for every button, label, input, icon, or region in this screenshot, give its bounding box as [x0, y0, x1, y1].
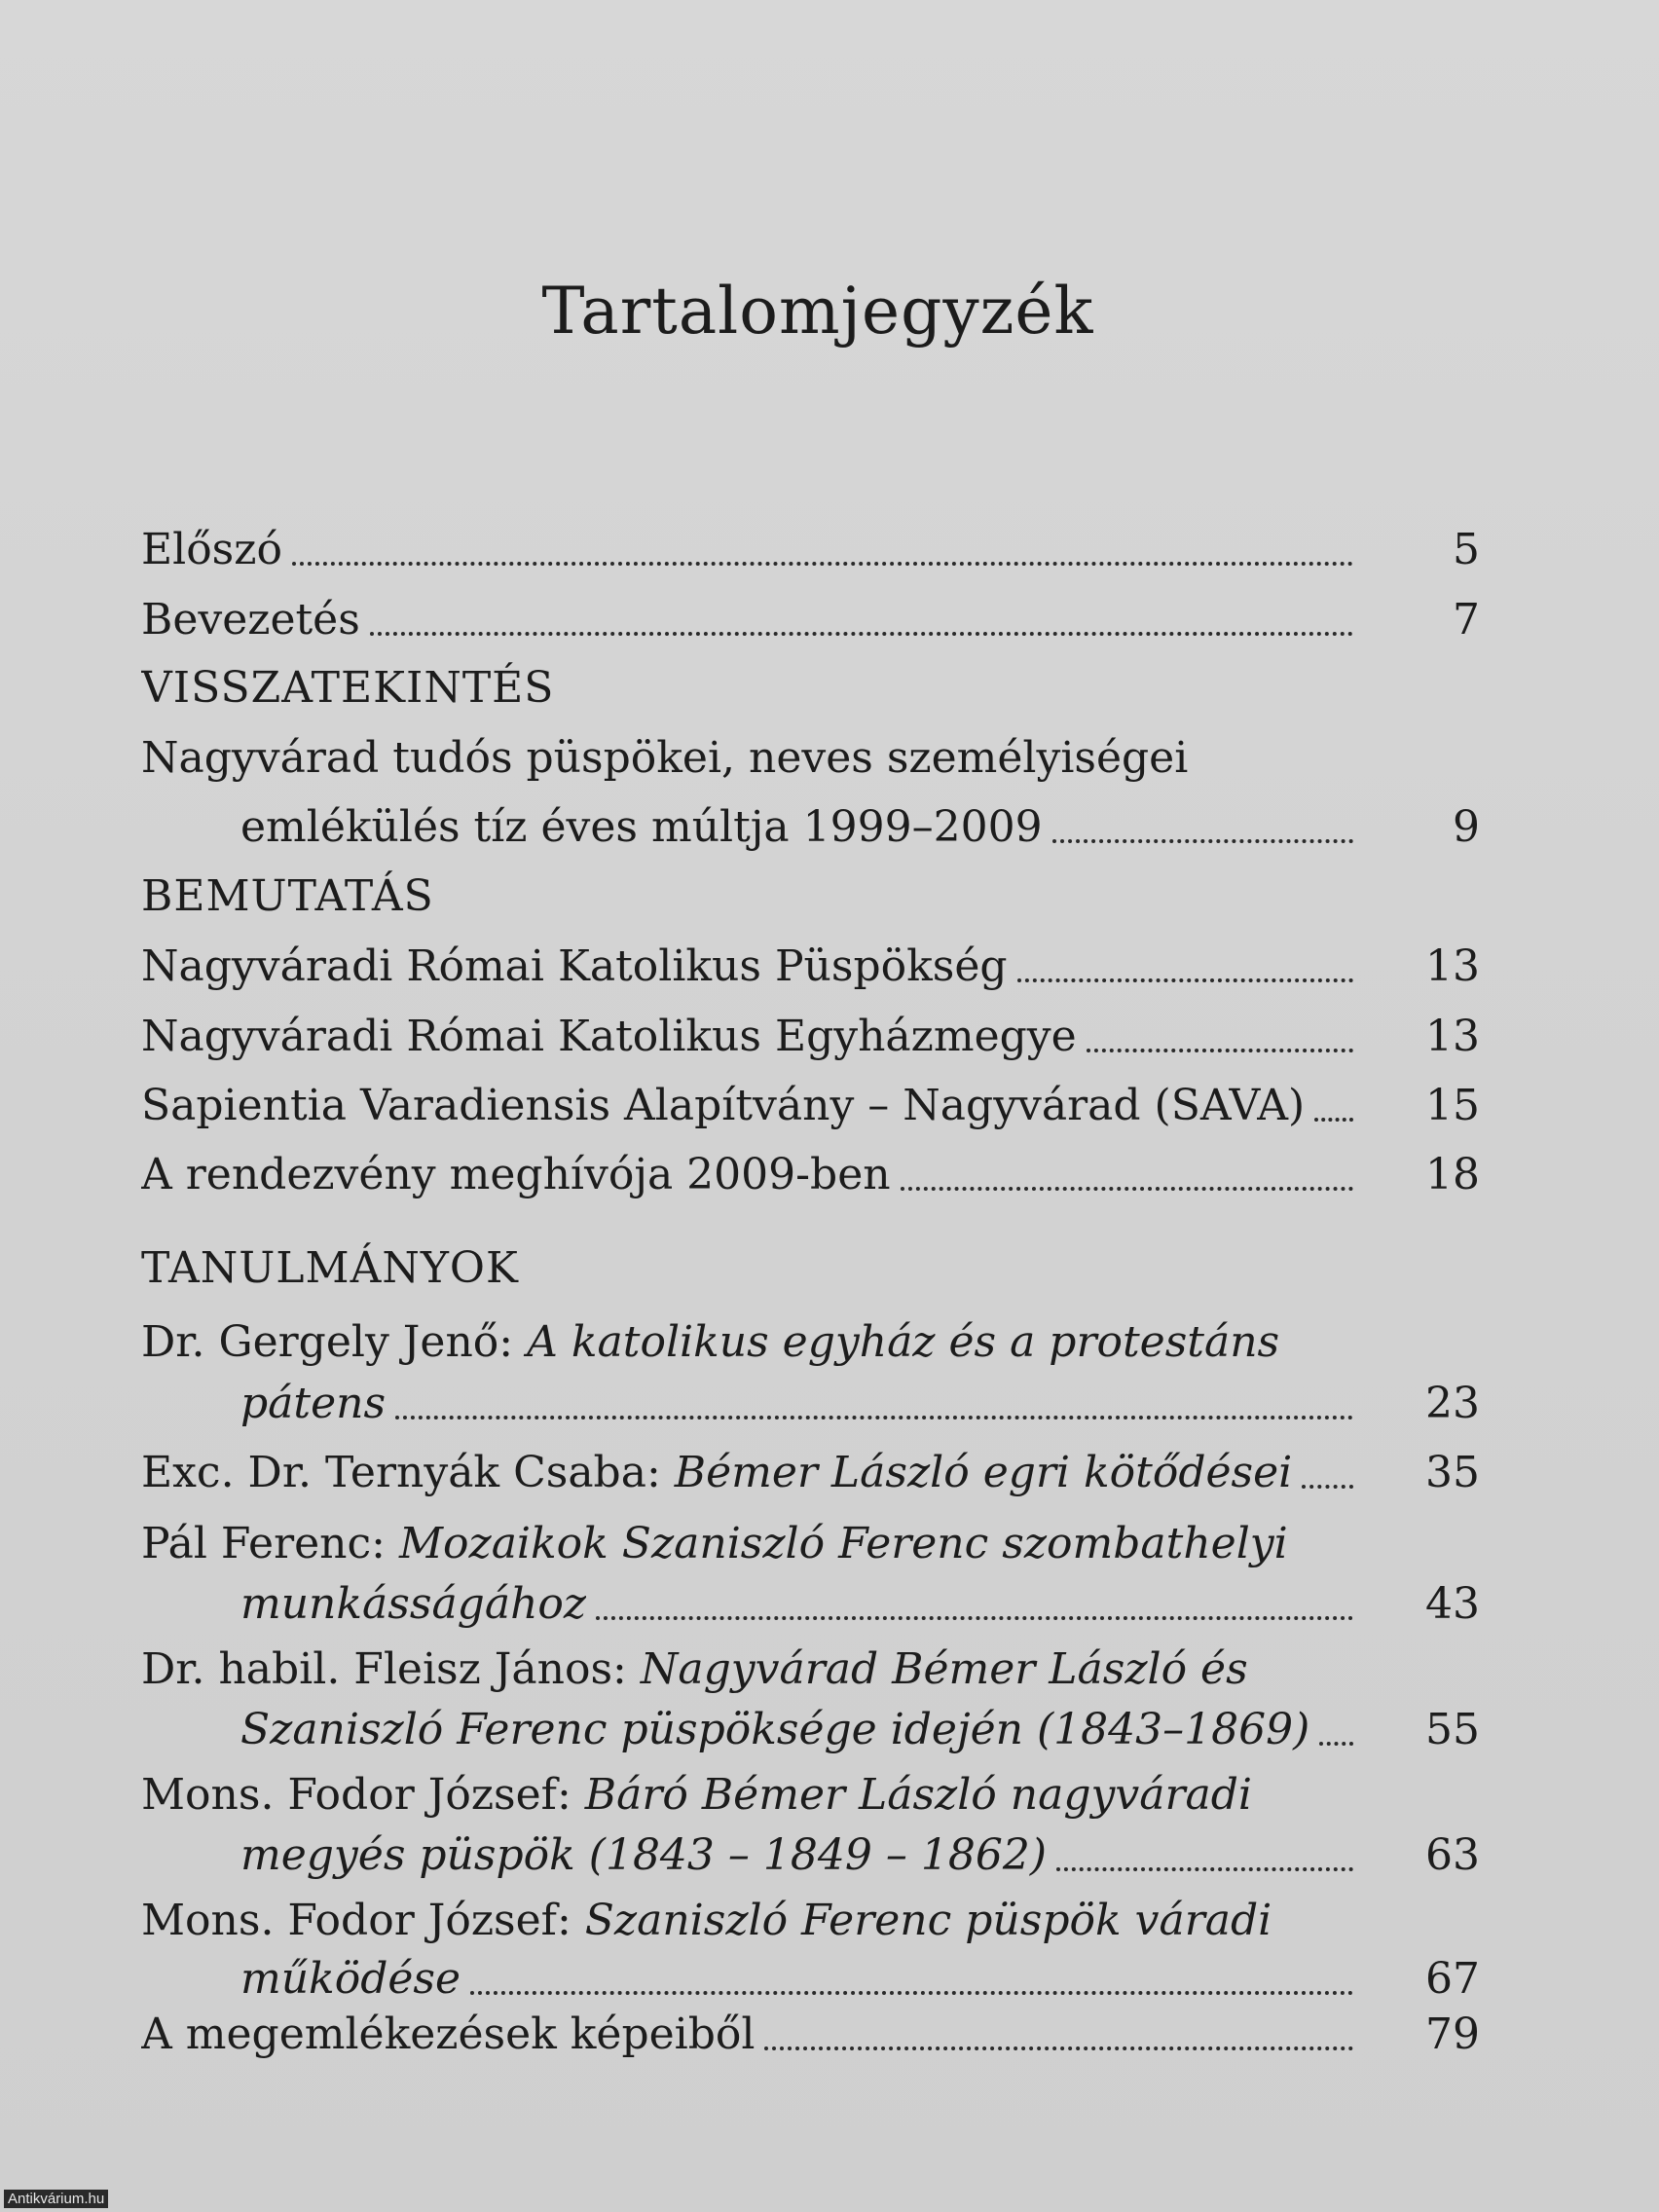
toc-section-heading — [141, 654, 1480, 717]
toc-entry-line — [141, 1887, 1480, 1949]
toc-entry-line — [141, 1003, 1480, 1065]
toc-entry-text: emlékülés tíz éves múltja 1999–2009 — [240, 802, 1043, 852]
toc-entry-text: Nagyváradi Római Katolikus Püspökség — [141, 941, 1008, 991]
dot-leader — [1017, 978, 1353, 982]
toc-section-heading — [141, 863, 1480, 925]
section-heading-text: BEMUTATÁS — [141, 871, 434, 921]
toc-page-number: 5 — [1453, 525, 1480, 574]
toc-entry-text — [141, 1445, 1292, 1501]
toc-entry-text: Nagyvárad tudós püspökei, neves személyiségei — [141, 733, 1189, 783]
toc-page-number: 67 — [1425, 1954, 1480, 2004]
toc-entry-text — [141, 1767, 1252, 1824]
toc-entry-text: A rendezvény meghívója 2009-ben — [141, 1150, 891, 1199]
watermark: Antikvárium.hu — [4, 2190, 108, 2208]
toc-entry-text — [141, 1641, 1248, 1698]
toc-entry-text: Bevezetés — [141, 595, 360, 645]
toc-entry-text: Nagyváradi Római Katolikus Egyházmegye — [141, 1012, 1077, 1061]
toc-page-number: 35 — [1425, 1448, 1480, 1497]
dot-leader — [395, 1416, 1353, 1419]
toc-page-number: 13 — [1425, 941, 1480, 991]
toc-study-title: megyés püspök (1843 – 1849 – 1862) — [240, 1830, 1047, 1880]
toc-entry-text: Sapientia Varadiensis Alapítvány – Nagyvárad (SAVA) — [141, 1081, 1306, 1130]
toc-entry-continuation — [240, 1570, 1480, 1633]
dot-leader — [1302, 1485, 1353, 1489]
toc-study-title: A katolikus egyház és a protestáns — [527, 1317, 1280, 1367]
dot-leader — [292, 562, 1353, 566]
dot-leader — [1087, 1049, 1353, 1052]
section-heading-text: VISSZATEKINTÉS — [141, 663, 555, 713]
toc-page-number: 13 — [1425, 1012, 1480, 1061]
dot-leader — [470, 1991, 1353, 1995]
dot-leader — [1052, 839, 1353, 843]
dot-leader — [1319, 1742, 1353, 1746]
toc-entry-line — [141, 724, 1480, 787]
toc-page-number: 18 — [1425, 1150, 1480, 1199]
toc-entry-line — [141, 933, 1480, 995]
toc-entry-continuation — [240, 1945, 1480, 2008]
toc-entry-introduction — [141, 586, 1480, 648]
toc-page-number: 43 — [1425, 1579, 1480, 1629]
toc-entry-continuation — [240, 793, 1480, 856]
toc-page-number: 79 — [1425, 2009, 1480, 2059]
toc-page-number: 15 — [1425, 1081, 1480, 1130]
toc-study-title: Szaniszló Ferenc püspök váradi — [584, 1896, 1272, 1945]
dot-leader — [370, 632, 1353, 636]
toc-page-number: 7 — [1453, 595, 1480, 645]
toc-entry-text — [141, 1314, 1279, 1371]
toc-entry-text: Előszó — [141, 525, 282, 574]
dot-leader — [764, 2046, 1353, 2050]
dot-leader — [1056, 1867, 1353, 1871]
dot-leader — [901, 1187, 1353, 1191]
dot-leader — [1314, 1118, 1353, 1122]
toc-author: Mons. Fodor József: — [141, 1896, 571, 1945]
toc-entry-line — [141, 1439, 1480, 1501]
toc-author: Pál Ferenc: — [141, 1519, 386, 1568]
toc-author: Dr. habil. Fleisz János: — [141, 1644, 627, 1694]
toc-author: Exc. Dr. Ternyák Csaba: — [141, 1448, 661, 1497]
toc-entry-line — [141, 1510, 1480, 1572]
page-title: Tartalomjegyzék — [541, 274, 1094, 349]
toc-entry-text — [141, 1516, 1288, 1572]
toc-study-title: munkásságához — [240, 1579, 587, 1629]
toc-entry-line — [141, 1761, 1480, 1824]
toc-study-title: Szaniszló Ferenc püspöksége idején (1843–1869) — [240, 1705, 1310, 1754]
toc-entry-line — [141, 1072, 1480, 1134]
toc-entry-line — [141, 1309, 1480, 1371]
toc-author: Mons. Fodor József: — [141, 1770, 571, 1820]
section-heading-text: TANULMÁNYOK — [141, 1243, 519, 1293]
toc-page-number: 63 — [1425, 1830, 1480, 1880]
toc-entry-line — [141, 2001, 1480, 2063]
toc-study-title: Bémer László egri kötődései — [674, 1448, 1293, 1497]
toc-section-heading — [141, 1235, 1480, 1297]
toc-study-title: pátens — [240, 1379, 387, 1428]
toc-study-title: Nagyvárad Bémer László és — [640, 1644, 1248, 1694]
toc-entry-continuation — [240, 1822, 1480, 1884]
toc-entry-line — [141, 1636, 1480, 1698]
toc-entry-line — [141, 1141, 1480, 1203]
toc-author: Dr. Gergely Jenő: — [141, 1317, 514, 1367]
toc-entry-continuation — [240, 1370, 1480, 1432]
toc-page-number: 9 — [1453, 802, 1480, 852]
toc-page-number: 55 — [1425, 1705, 1480, 1754]
dot-leader — [596, 1616, 1353, 1620]
toc-entry-text — [141, 1893, 1272, 1949]
toc-entry-continuation — [240, 1696, 1480, 1758]
toc-study-title: Mozaikok Szaniszló Ferenc szombathelyi — [398, 1519, 1288, 1568]
toc-page-number: 23 — [1425, 1379, 1480, 1428]
toc-study-title: működése — [240, 1954, 461, 2004]
toc-study-title: Báró Bémer László nagyváradi — [584, 1770, 1252, 1820]
toc-entry-foreword — [141, 516, 1480, 578]
toc-entry-text: A megemlékezések képeiből — [141, 2009, 756, 2059]
